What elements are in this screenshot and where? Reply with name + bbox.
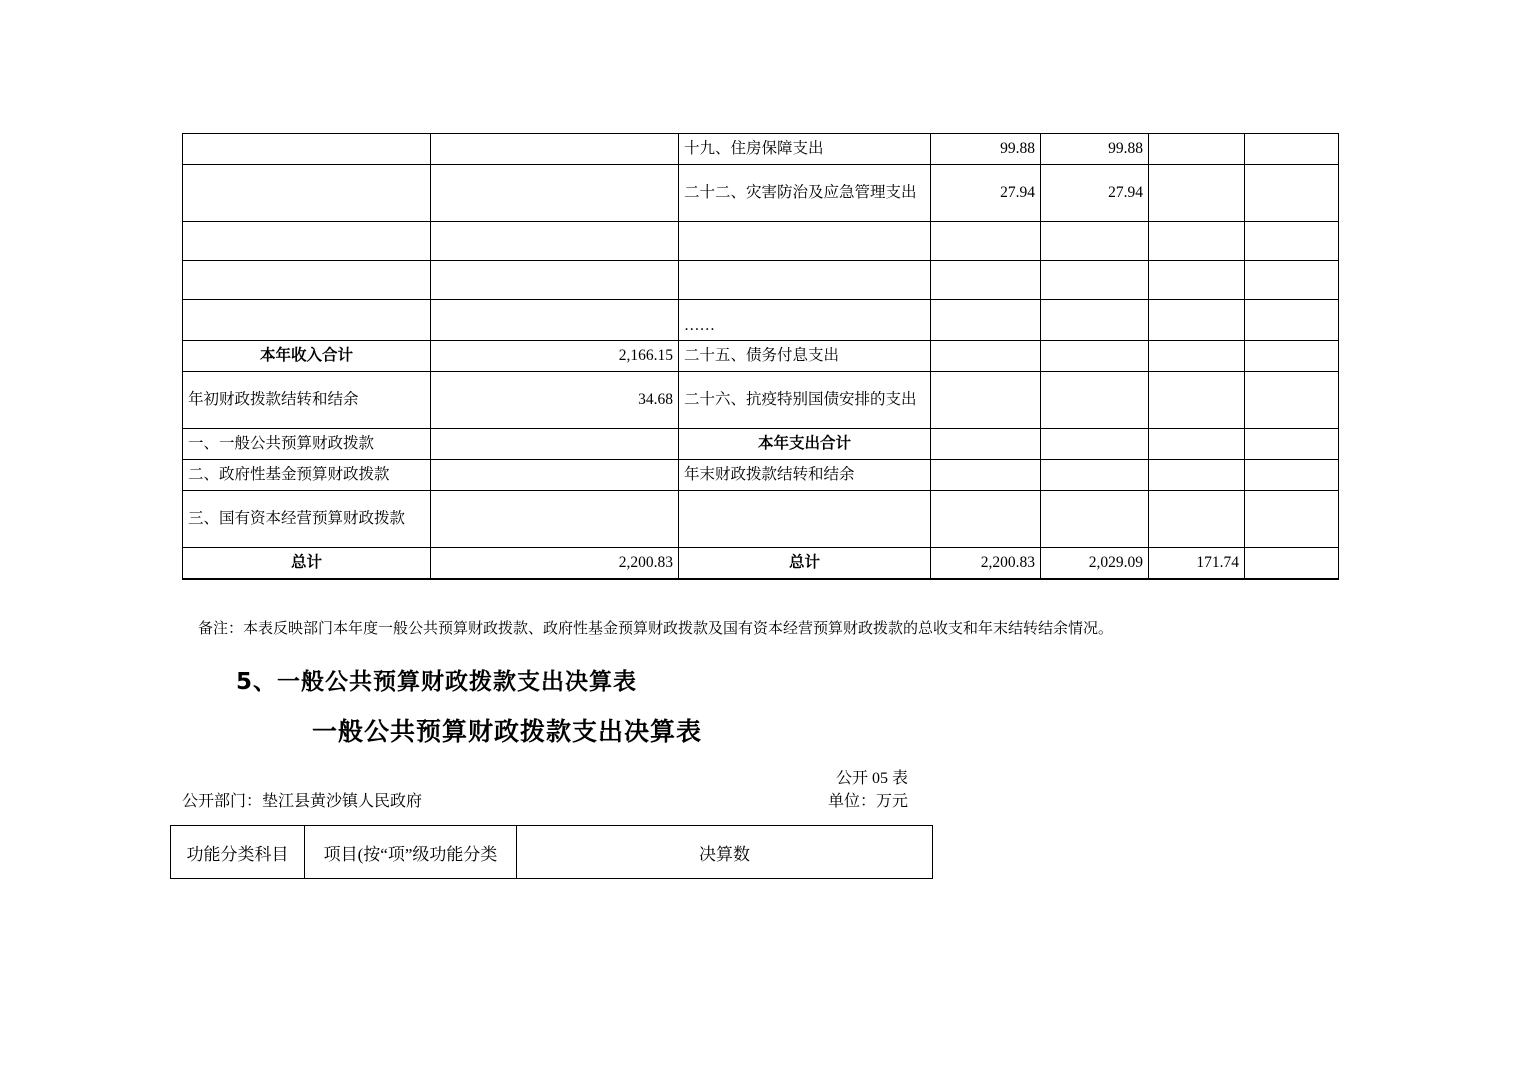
table-row-total bbox=[183, 548, 1339, 580]
cell-other bbox=[1245, 341, 1339, 372]
cell-income-item: 三、国有资本经营预算财政拨款 bbox=[183, 491, 431, 548]
table-row bbox=[183, 491, 1339, 548]
column-header-final-amount: 决算数 bbox=[517, 826, 933, 879]
cell-project bbox=[1149, 460, 1245, 491]
expenditure-table-header bbox=[170, 825, 933, 879]
section-heading: 5、一般公共预算财政拨款支出决算表 bbox=[236, 669, 638, 695]
cell-income-amount: 34.68 bbox=[431, 372, 679, 429]
cell-income-item: 年初财政拨款结转和结余 bbox=[183, 372, 431, 429]
budget-allocation-table bbox=[182, 133, 1338, 580]
cell-total: 99.88 bbox=[931, 134, 1041, 165]
page-title: 一般公共预算财政拨款支出决算表 bbox=[312, 719, 703, 746]
cell-total bbox=[931, 429, 1041, 460]
cell-expense-item: 二十五、债务付息支出 bbox=[679, 341, 931, 372]
table-row bbox=[183, 341, 1339, 372]
table-row bbox=[183, 261, 1339, 300]
cell-income-amount bbox=[431, 460, 679, 491]
cell-basic bbox=[1041, 341, 1149, 372]
table-row bbox=[183, 222, 1339, 261]
cell-income-amount bbox=[431, 429, 679, 460]
table-row bbox=[183, 300, 1339, 341]
cell-expense-item: 二十二、灾害防治及应急管理支出 bbox=[679, 165, 931, 222]
cell-project bbox=[1149, 491, 1245, 548]
cell-project bbox=[1149, 372, 1245, 429]
cell-basic bbox=[1041, 429, 1149, 460]
cell-income-item: 二、政府性基金预算财政拨款 bbox=[183, 460, 431, 491]
cell-other bbox=[1245, 165, 1339, 222]
cell-project: 171.74 bbox=[1149, 548, 1245, 580]
table-row bbox=[183, 429, 1339, 460]
cell-total bbox=[931, 372, 1041, 429]
cell-basic bbox=[1041, 222, 1149, 261]
cell-expense-item: …… bbox=[679, 300, 931, 341]
cell-project bbox=[1149, 134, 1245, 165]
cell-basic: 27.94 bbox=[1041, 165, 1149, 222]
cell-basic bbox=[1041, 372, 1149, 429]
cell-other bbox=[1245, 491, 1339, 548]
table-row bbox=[183, 134, 1339, 165]
cell-other bbox=[1245, 300, 1339, 341]
cell-total bbox=[931, 222, 1041, 261]
cell-total: 2,200.83 bbox=[931, 548, 1041, 580]
cell-other bbox=[1245, 222, 1339, 261]
cell-total bbox=[931, 491, 1041, 548]
cell-basic: 2,029.09 bbox=[1041, 548, 1149, 580]
cell-project bbox=[1149, 222, 1245, 261]
form-code-label: 公开 05 表 bbox=[836, 770, 909, 787]
cell-basic bbox=[1041, 300, 1149, 341]
cell-income-amount bbox=[431, 300, 679, 341]
table-row bbox=[183, 165, 1339, 222]
cell-expense-item: 十九、住房保障支出 bbox=[679, 134, 931, 165]
expenditure-table bbox=[170, 825, 932, 879]
cell-income-item: 总计 bbox=[183, 548, 431, 580]
cell-project bbox=[1149, 165, 1245, 222]
cell-other bbox=[1245, 429, 1339, 460]
cell-income-amount bbox=[431, 491, 679, 548]
cell-expense-item bbox=[679, 261, 931, 300]
cell-other bbox=[1245, 134, 1339, 165]
cell-income-item bbox=[183, 261, 431, 300]
cell-project bbox=[1149, 429, 1245, 460]
cell-income-amount bbox=[431, 165, 679, 222]
cell-income-item bbox=[183, 165, 431, 222]
table-note: 备注：本表反映部门本年度一般公共预算财政拨款、政府性基金预算财政拨款及国有资本经营预算财政拨款的总收支和年末结转结余情况。 bbox=[198, 621, 1114, 637]
table-row bbox=[183, 460, 1339, 491]
table-header-row bbox=[171, 826, 933, 879]
cell-total bbox=[931, 341, 1041, 372]
department-label: 公开部门：垫江县黄沙镇人民政府 bbox=[182, 793, 423, 810]
table-row bbox=[183, 372, 1339, 429]
financial-table bbox=[182, 133, 1339, 580]
cell-total bbox=[931, 261, 1041, 300]
cell-income-item bbox=[183, 134, 431, 165]
cell-project bbox=[1149, 341, 1245, 372]
cell-other bbox=[1245, 372, 1339, 429]
cell-income-item: 一、一般公共预算财政拨款 bbox=[183, 429, 431, 460]
cell-income-amount bbox=[431, 261, 679, 300]
unit-label: 单位：万元 bbox=[828, 793, 909, 810]
cell-basic: 99.88 bbox=[1041, 134, 1149, 165]
cell-expense-item: 二十六、抗疫特别国债安排的支出 bbox=[679, 372, 931, 429]
cell-other bbox=[1245, 261, 1339, 300]
cell-income-amount: 2,200.83 bbox=[431, 548, 679, 580]
cell-other bbox=[1245, 460, 1339, 491]
column-header-function-category: 功能分类科目 bbox=[171, 826, 305, 879]
cell-expense-item: 总计 bbox=[679, 548, 931, 580]
cell-expense-item bbox=[679, 491, 931, 548]
cell-total: 27.94 bbox=[931, 165, 1041, 222]
cell-income-item: 本年收入合计 bbox=[183, 341, 431, 372]
column-header-project: 项目(按“项”级功能分类 bbox=[305, 826, 517, 879]
cell-project bbox=[1149, 300, 1245, 341]
cell-income-amount bbox=[431, 222, 679, 261]
cell-income-item bbox=[183, 300, 431, 341]
cell-basic bbox=[1041, 460, 1149, 491]
cell-basic bbox=[1041, 261, 1149, 300]
cell-expense-item bbox=[679, 222, 931, 261]
cell-project bbox=[1149, 261, 1245, 300]
cell-expense-item: 年末财政拨款结转和结余 bbox=[679, 460, 931, 491]
cell-total bbox=[931, 300, 1041, 341]
cell-income-amount bbox=[431, 134, 679, 165]
cell-income-amount: 2,166.15 bbox=[431, 341, 679, 372]
cell-total bbox=[931, 460, 1041, 491]
cell-income-item bbox=[183, 222, 431, 261]
cell-expense-item: 本年支出合计 bbox=[679, 429, 931, 460]
cell-other bbox=[1245, 548, 1339, 580]
cell-basic bbox=[1041, 491, 1149, 548]
